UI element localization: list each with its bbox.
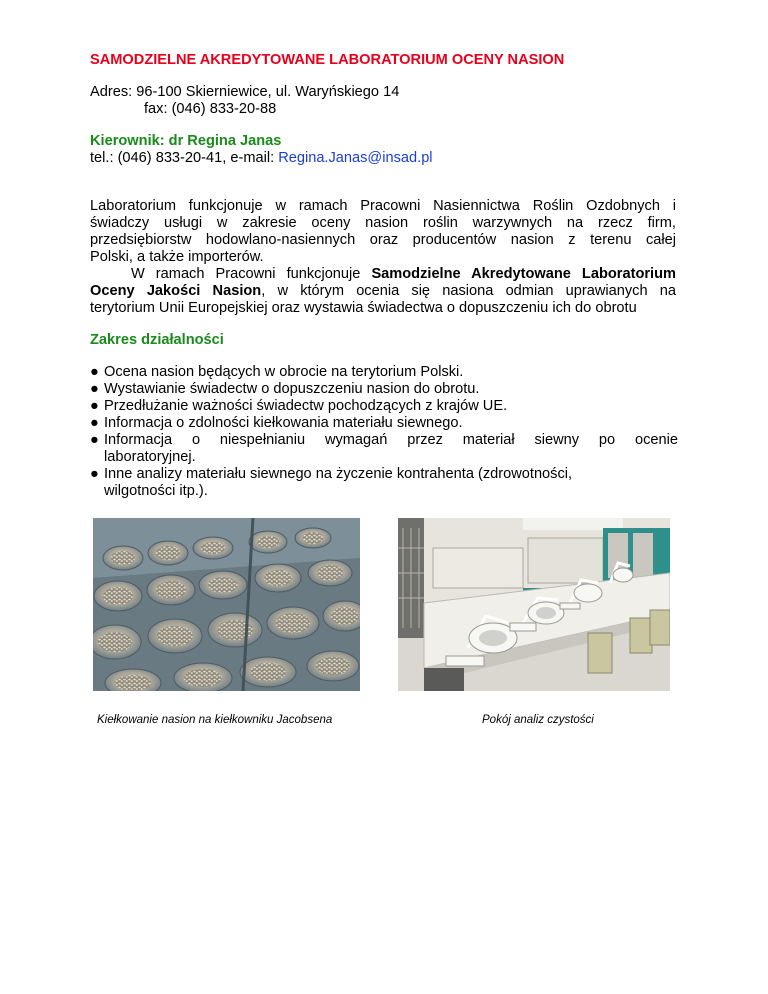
germination-image [93,518,360,691]
bullet-item [90,381,678,398]
intro-p2-line-2 [90,283,676,300]
section-title: Zakres działalności [90,332,224,348]
manager-label: Kierownik: dr Regina Janas [90,133,282,149]
intro-line-3: przedsiębiorstw hodowlano-nasiennych oraz producentów nasion z terenu całej [90,232,676,248]
bullet-item [90,432,678,449]
intro-line-4: Polski, a także importerów. [90,249,264,265]
bullet-item [90,415,678,432]
bullet-icon: ● [90,415,99,431]
intro-p2-start: W ramach Pracowni funkcjonuje [131,266,372,282]
bullet-icon: ● [90,364,99,380]
analysis-room-photo [398,518,670,691]
left-photo-caption: Kiełkowanie nasion na kiełkowniku Jacobsena [97,713,333,726]
contact-line [90,150,433,167]
intro-p2-rest: , w którym ocenia się nasiona odmian uprawianych na [261,283,676,299]
lab-name-part-1: Samodzielne Akredytowane Laboratorium [371,266,676,282]
email-link[interactable]: Regina.Janas@insad.pl [278,150,433,166]
bullet-text: Informacja o zdolności kiełkowania materiału siewnego. [104,415,463,431]
document-heading: SAMODZIELNE AKREDYTOWANE LABORATORIUM OCENY NASION [90,52,565,68]
bullet-text: Przedłużanie ważności świadectw pochodzących z krajów UE. [104,398,508,414]
tel-text: tel.: (046) 833-20-41, e-mail: [90,150,279,166]
intro-p2-line-3: terytorium Unii Europejskiej oraz wystawia świadectwa o dopuszczeniu ich do obrotu [90,300,637,316]
intro-p2-line-1 [131,266,676,283]
bullet-continuation: wilgotności itp.). [104,483,208,499]
bullet-icon: ● [90,466,99,482]
bullet-icon: ● [90,381,99,397]
lab-name-part-2: Oceny Jakości Nasion [90,283,262,299]
bullet-text: Informacja o niespełnianiu wymagań przez materiał siewny po ocenie [104,432,678,448]
bullet-icon: ● [90,432,99,448]
right-photo-caption: Pokój analiz czystości [482,713,594,726]
bullet-item [90,398,678,415]
bullet-text: Inne analizy materiału siewnego na życzenie kontrahenta (zdrowotności, [104,466,573,482]
bullet-item [90,364,678,381]
bullet-icon: ● [90,398,99,414]
bullet-text: Wystawianie świadectw o dopuszczeniu nasion do obrotu. [104,381,480,397]
address-line: Adres: 96-100 Skierniewice, ul. Waryńskiego 14 [90,84,400,100]
bullet-item [90,466,678,483]
germination-photo [93,518,360,691]
fax-line: fax: (046) 833-20-88 [144,101,277,117]
intro-line-2: świadczy usługi w zakresie oceny nasion roślin warzywnych na rzecz firm, [90,215,676,231]
bullet-continuation: laboratoryjnej. [104,449,196,465]
analysis-room-image [398,518,670,691]
intro-line-1: Laboratorium funkcjonuje w ramach Pracowni Nasiennictwa Roślin Ozdobnych i [90,198,676,214]
bullet-text: Ocena nasion będących w obrocie na terytorium Polski. [104,364,464,380]
